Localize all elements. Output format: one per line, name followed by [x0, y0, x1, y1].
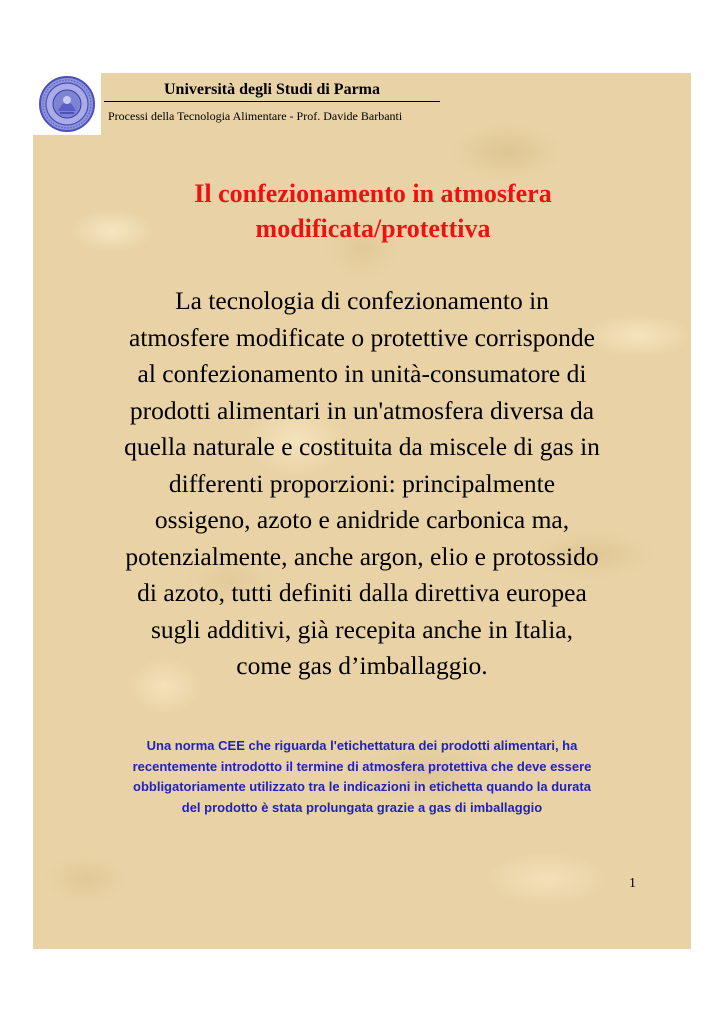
slide-title: [33, 176, 713, 246]
note-line: Una norma CEE che riguarda l'etichettatura dei prodotti alimentari, ha: [146, 738, 578, 753]
body-text: [33, 283, 691, 685]
body-line: di azoto, tutti definiti dalla direttiva europea: [137, 578, 587, 607]
slide-title-line: modificata/protettiva: [255, 214, 491, 243]
body-line: ossigeno, azoto e anidride carbonica ma,: [154, 505, 570, 534]
course-subtitle: Processi della Tecnologia Alimentare - Prof. Davide Barbanti: [108, 109, 403, 123]
body-line: potenzialmente, anche argon, elio e protossido: [125, 541, 599, 571]
body-line: differenti proporzioni: principalmente: [168, 468, 556, 498]
header-divider: [104, 101, 440, 102]
page-number: 1: [629, 876, 636, 891]
note-line: del prodotto è stata prolungata grazie a gas di imballaggio: [181, 799, 543, 815]
slide-title-line: Il confezionamento in atmosfera: [194, 179, 552, 208]
university-name: Università degli Studi di Parma: [163, 81, 380, 98]
university-logo: [33, 73, 101, 135]
note-line: recentemente introdotto il termine di atmosfera protettiva che deve essere: [132, 758, 592, 774]
university-seal-icon: [38, 75, 96, 133]
body-line: La tecnologia di confezionamento in: [175, 286, 549, 315]
body-line: al confezionamento in unità-consumatore di: [137, 359, 587, 388]
body-line: come gas d’imballaggio.: [236, 651, 488, 680]
body-line: prodotti alimentari in un'atmosfera diversa da: [129, 395, 595, 425]
body-line: quella naturale e costituita da miscele di gas in: [124, 432, 600, 461]
regulation-note: [33, 736, 691, 818]
note-line: obbligatoriamente utilizzato tra le indicazioni in etichetta quando la durata: [133, 779, 591, 794]
body-line: sugli additivi, già recepita anche in Italia,: [150, 614, 573, 644]
body-line: atmosfere modificate o protettive corrisponde: [129, 322, 595, 352]
